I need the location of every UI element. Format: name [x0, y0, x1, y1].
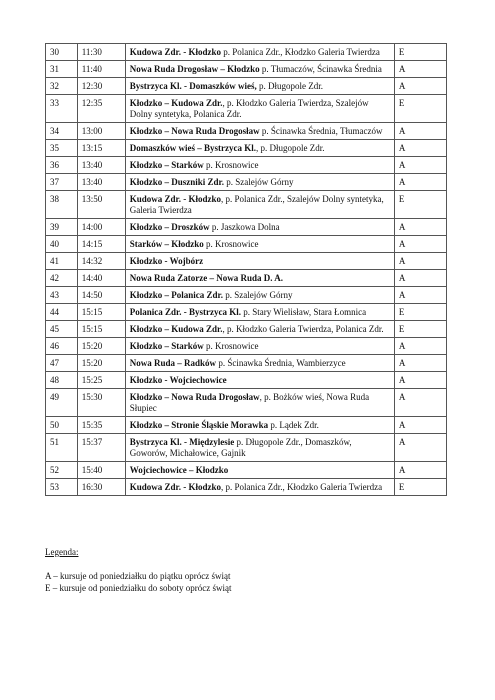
departure-time: 11:30	[77, 44, 125, 61]
route-name: Kłodzko – Starków	[129, 160, 204, 170]
route-cell	[125, 219, 394, 236]
route-via: p. Ścinawka Średnia, Wambierzyce	[216, 358, 346, 368]
departure-time: 15:40	[77, 462, 125, 479]
route-cell	[125, 44, 394, 61]
route-via: p. Stary Wielisław, Stara Łomnica	[240, 307, 367, 317]
route-name: Kudowa Zdr. - Kłodzko	[129, 47, 221, 57]
route-via: p. Jaszkowa Dolna	[209, 222, 280, 232]
table-row	[46, 270, 447, 287]
route-cell	[125, 338, 394, 355]
route-cell	[125, 95, 394, 123]
course-number: 39	[46, 219, 78, 236]
timetable	[45, 43, 447, 496]
route-cell	[125, 140, 394, 157]
route-cell	[125, 417, 394, 434]
departure-time: 13:40	[77, 157, 125, 174]
service-days-code: A	[394, 338, 446, 355]
route-name: Kłodzko – Stronie Śląskie Morawka	[129, 420, 269, 430]
timetable-body	[46, 44, 447, 496]
legend-title: Legenda:	[45, 547, 79, 557]
route-via: , p. Kłodzko Galeria Twierdza, Polanica Zdr.	[222, 324, 384, 334]
course-number: 45	[46, 321, 78, 338]
route-cell	[125, 355, 394, 372]
departure-time: 15:15	[77, 321, 125, 338]
legend-item-e: E – kursuje od poniedziałku do soboty oprócz świąt	[45, 583, 232, 593]
course-number: 34	[46, 123, 78, 140]
route-name: Nowa Ruda Drogosław – Kłodzko	[129, 64, 260, 74]
route-via: p. Szalejów Górny	[222, 290, 293, 300]
service-days-code: A	[394, 123, 446, 140]
route-name: Kłodzko – Starków	[129, 341, 204, 351]
route-via: , p. Długopole Zdr.	[256, 143, 325, 153]
table-row	[46, 219, 447, 236]
table-row	[46, 140, 447, 157]
service-days-code: A	[394, 157, 446, 174]
service-days-code: A	[394, 219, 446, 236]
departure-time: 12:30	[77, 78, 125, 95]
service-days-code: A	[394, 287, 446, 304]
course-number: 41	[46, 253, 78, 270]
course-number: 35	[46, 140, 78, 157]
route-via: , p. Bożków wieś, Nowa Ruda Słupiec	[129, 392, 370, 413]
departure-time: 13:50	[77, 191, 125, 219]
route-name: Kłodzko – Kudowa Zdr.	[129, 98, 223, 108]
service-days-code: E	[394, 321, 446, 338]
departure-time: 14:50	[77, 287, 125, 304]
course-number: 38	[46, 191, 78, 219]
service-days-code: A	[394, 462, 446, 479]
departure-time: 15:30	[77, 389, 125, 417]
route-cell	[125, 462, 394, 479]
departure-time: 13:15	[77, 140, 125, 157]
route-name: Kłodzko – Polanica Zdr.	[129, 290, 223, 300]
table-row	[46, 61, 447, 78]
table-row	[46, 462, 447, 479]
route-via: p. Tłumaczów, Ścinawka Średnia	[259, 64, 382, 74]
route-cell	[125, 157, 394, 174]
route-cell	[125, 434, 394, 462]
route-via: p. Krosnowice	[203, 239, 259, 249]
table-row	[46, 304, 447, 321]
table-row	[46, 236, 447, 253]
departure-time: 15:15	[77, 304, 125, 321]
route-name: Nowa Ruda – Radków	[129, 358, 217, 368]
route-via: p. Ścinawka Średnia, Tłumaczów	[259, 126, 383, 136]
route-name: Wojciechowice – Kłodzko	[129, 465, 229, 475]
table-row	[46, 44, 447, 61]
route-name: Starków – Kłodzko	[129, 239, 204, 249]
course-number: 36	[46, 157, 78, 174]
service-days-code: E	[394, 44, 446, 61]
service-days-code: A	[394, 389, 446, 417]
service-days-code: A	[394, 140, 446, 157]
route-cell	[125, 78, 394, 95]
departure-time: 15:25	[77, 372, 125, 389]
departure-time: 12:35	[77, 95, 125, 123]
table-row	[46, 434, 447, 462]
route-name: Nowa Ruda Zatorze – Nowa Ruda D. A.	[129, 273, 284, 283]
departure-time: 13:40	[77, 174, 125, 191]
service-days-code: A	[394, 78, 446, 95]
route-name: Kłodzko – Nowa Ruda Drogosław	[129, 392, 260, 402]
course-number: 51	[46, 434, 78, 462]
route-via: , p. Kłodzko Galeria Twierdza, Szalejów Dolny syntetyka, Polanica Zdr.	[129, 98, 369, 119]
route-name: Domaszków wieś – Bystrzyca Kl.	[129, 143, 257, 153]
course-number: 31	[46, 61, 78, 78]
table-row	[46, 321, 447, 338]
service-days-code: E	[394, 191, 446, 219]
route-cell	[125, 236, 394, 253]
route-name: Kłodzko – Droszków	[129, 222, 210, 232]
route-name: Kudowa Zdr. - Kłodzko	[129, 482, 221, 492]
service-days-code: A	[394, 236, 446, 253]
table-row	[46, 174, 447, 191]
course-number: 42	[46, 270, 78, 287]
route-via: , p. Polanica Zdr., Szalejów Dolny syntetyka, Galeria Twierdza	[129, 194, 384, 215]
course-number: 46	[46, 338, 78, 355]
course-number: 44	[46, 304, 78, 321]
service-days-code: A	[394, 355, 446, 372]
table-row	[46, 417, 447, 434]
course-number: 40	[46, 236, 78, 253]
table-row	[46, 95, 447, 123]
departure-time: 14:40	[77, 270, 125, 287]
table-row	[46, 191, 447, 219]
route-cell	[125, 61, 394, 78]
route-cell	[125, 191, 394, 219]
table-row	[46, 355, 447, 372]
route-cell	[125, 372, 394, 389]
route-name: Polanica Zdr. - Bystrzyca Kl.	[129, 307, 241, 317]
service-days-code: A	[394, 253, 446, 270]
route-cell	[125, 253, 394, 270]
departure-time: 11:40	[77, 61, 125, 78]
route-via: p. Szalejów Górny	[223, 177, 294, 187]
service-days-code: A	[394, 372, 446, 389]
table-row	[46, 157, 447, 174]
service-days-code: E	[394, 479, 446, 496]
legend	[45, 546, 231, 594]
route-cell	[125, 304, 394, 321]
route-name: Kłodzko - Wojbórz	[129, 256, 204, 266]
service-days-code: E	[394, 304, 446, 321]
course-number: 50	[46, 417, 78, 434]
course-number: 52	[46, 462, 78, 479]
course-number: 32	[46, 78, 78, 95]
route-cell	[125, 270, 394, 287]
route-via: p. Polanica Zdr., Kłodzko Galeria Twierdza	[220, 47, 380, 57]
route-name: Kłodzko – Kudowa Zdr.	[129, 324, 223, 334]
route-via: p. Krosnowice	[203, 160, 259, 170]
course-number: 49	[46, 389, 78, 417]
course-number: 30	[46, 44, 78, 61]
table-row	[46, 253, 447, 270]
course-number: 47	[46, 355, 78, 372]
service-days-code: A	[394, 174, 446, 191]
service-days-code: A	[394, 61, 446, 78]
service-days-code: E	[394, 95, 446, 123]
route-name: Bystrzyca Kl. - Międzylesie	[129, 437, 235, 447]
departure-time: 15:20	[77, 338, 125, 355]
route-via: p. Krosnowice	[203, 341, 259, 351]
legend-item-a: A – kursuje od poniedziałku do piątku oprócz świąt	[45, 571, 231, 581]
departure-time: 16:30	[77, 479, 125, 496]
route-name: Kłodzko - Wojciechowice	[129, 375, 227, 385]
route-via: p. Długopole Zdr., Domaszków, Goworów, Michałowice, Gajnik	[129, 437, 352, 458]
table-row	[46, 389, 447, 417]
departure-time: 13:00	[77, 123, 125, 140]
table-row	[46, 338, 447, 355]
table-row	[46, 479, 447, 496]
departure-time: 14:15	[77, 236, 125, 253]
route-cell	[125, 174, 394, 191]
route-cell	[125, 479, 394, 496]
route-via: p. Długopole Zdr.	[256, 81, 324, 91]
service-days-code: A	[394, 434, 446, 462]
route-cell	[125, 389, 394, 417]
route-name: Kłodzko – Nowa Ruda Drogosław	[129, 126, 260, 136]
departure-time: 15:20	[77, 355, 125, 372]
departure-time: 15:37	[77, 434, 125, 462]
course-number: 43	[46, 287, 78, 304]
table-row	[46, 287, 447, 304]
service-days-code: A	[394, 270, 446, 287]
course-number: 33	[46, 95, 78, 123]
table-row	[46, 123, 447, 140]
route-via: p. Lądek Zdr.	[268, 420, 319, 430]
service-days-code: A	[394, 417, 446, 434]
route-name: Kłodzko – Duszniki Zdr.	[129, 177, 224, 187]
departure-time: 14:00	[77, 219, 125, 236]
departure-time: 15:35	[77, 417, 125, 434]
table-row	[46, 372, 447, 389]
route-cell	[125, 287, 394, 304]
departure-time: 14:32	[77, 253, 125, 270]
route-cell	[125, 123, 394, 140]
route-name: Bystrzyca Kl. - Domaszków wieś,	[129, 81, 257, 91]
route-name: Kudowa Zdr. - Kłodzko	[129, 194, 221, 204]
course-number: 48	[46, 372, 78, 389]
route-via: , p. Polanica Zdr., Kłodzko Galeria Twierdza	[220, 482, 383, 492]
route-cell	[125, 321, 394, 338]
course-number: 37	[46, 174, 78, 191]
table-row	[46, 78, 447, 95]
course-number: 53	[46, 479, 78, 496]
